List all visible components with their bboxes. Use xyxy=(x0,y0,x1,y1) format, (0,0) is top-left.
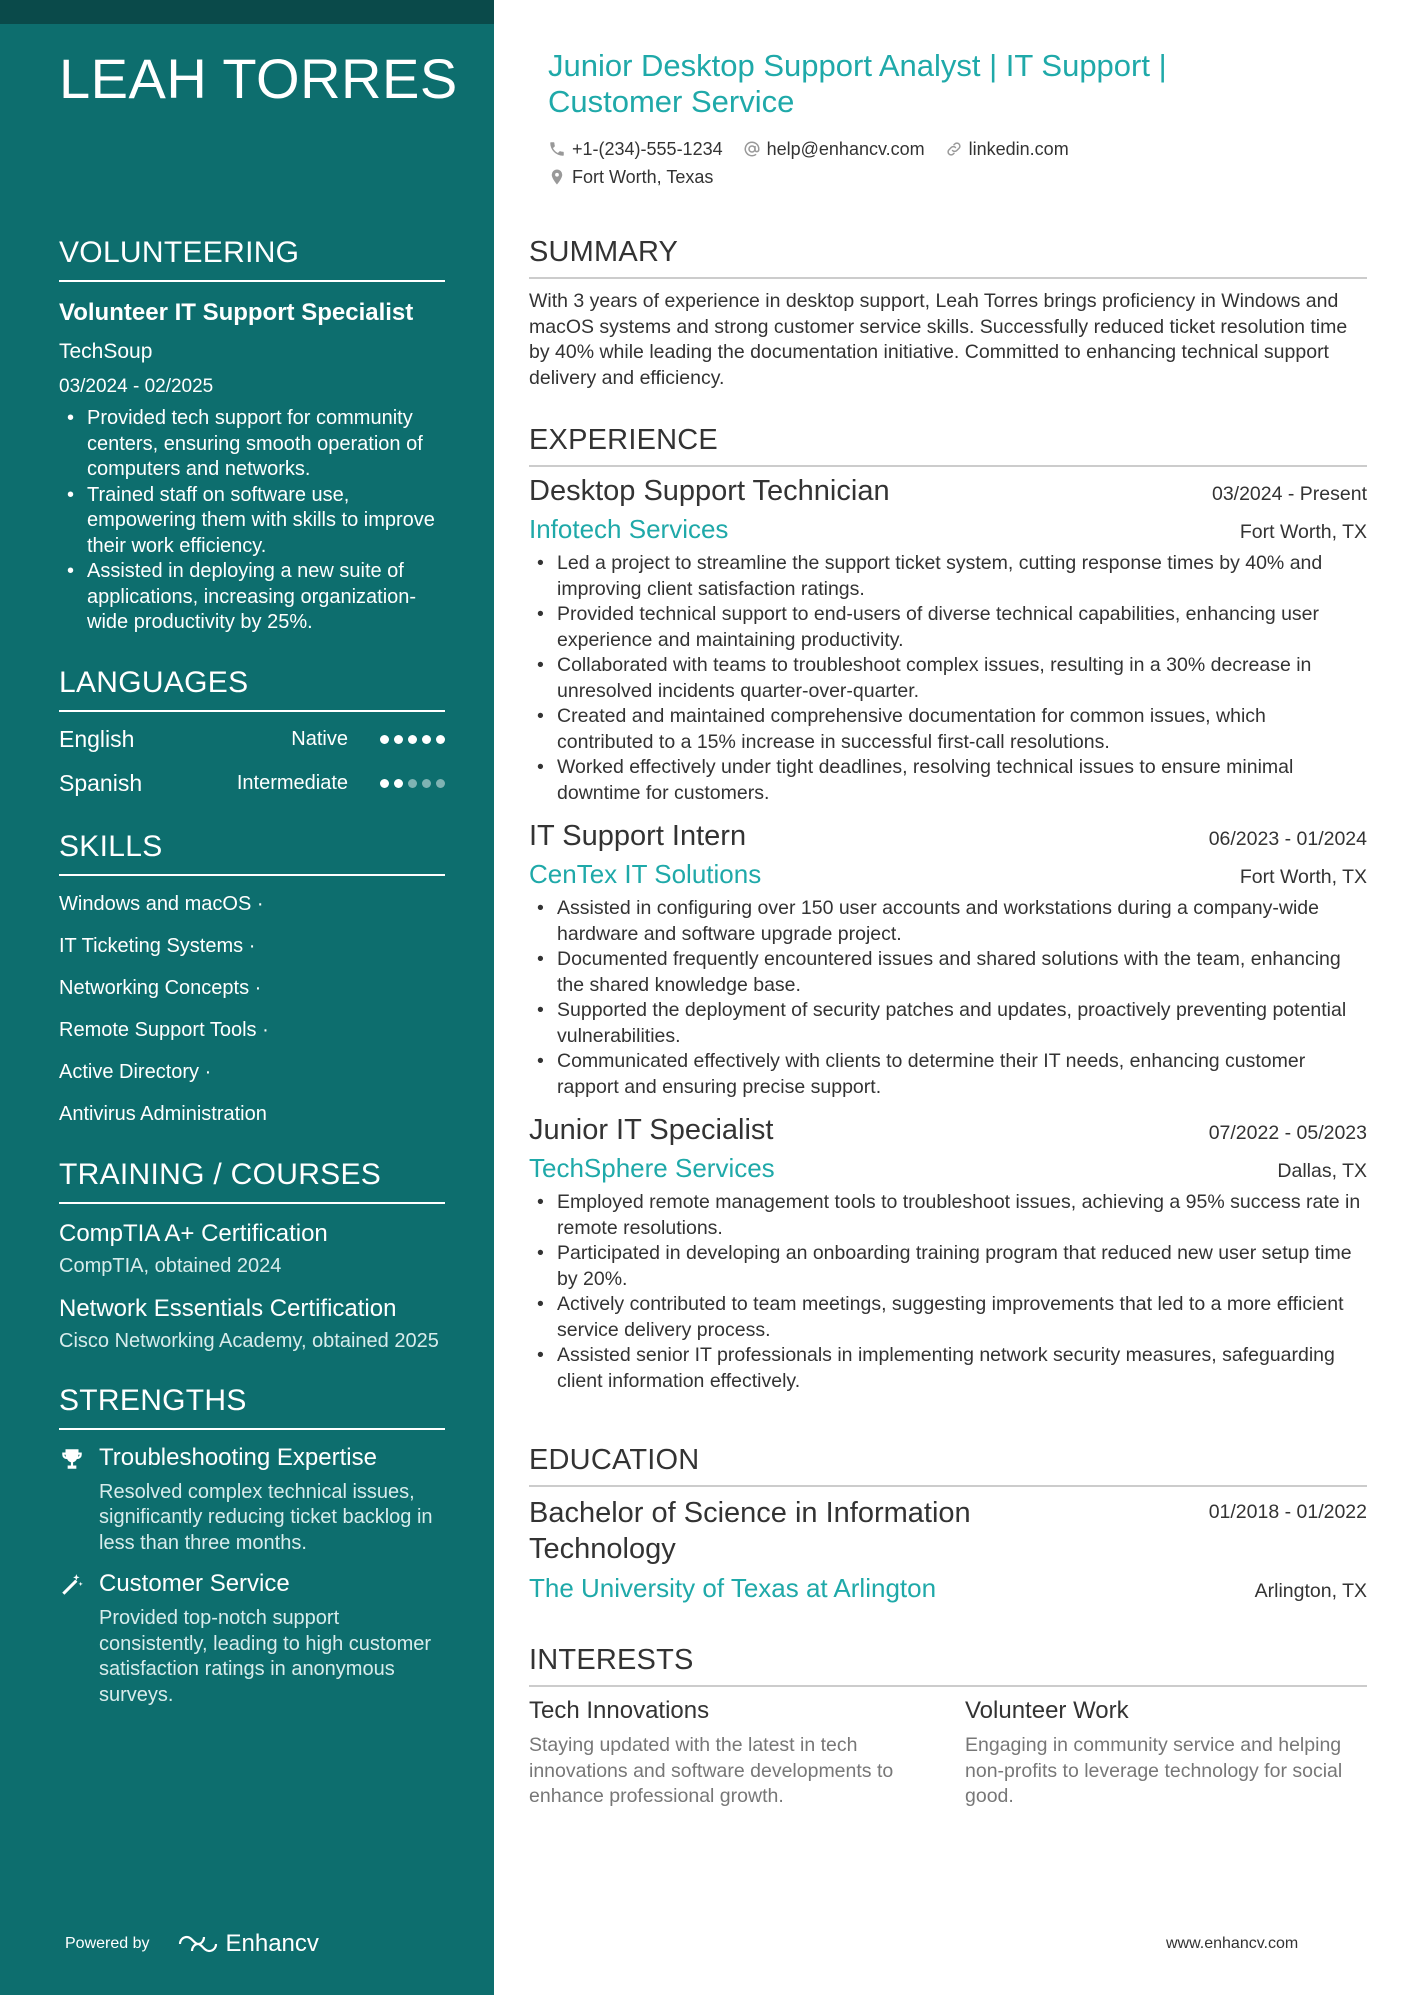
job-bullet: • Assisted in configuring over 150 user accounts and workstations during a company-wide hardware and software upgrade project. xyxy=(529,896,1367,947)
at-icon xyxy=(743,140,761,158)
link-icon xyxy=(945,140,963,158)
rating-dot xyxy=(408,735,417,744)
training-title: TRAINING / COURSES xyxy=(59,1158,445,1204)
experience-title: EXPERIENCE xyxy=(529,424,1367,467)
job-bullet: • Supported the deployment of security patches and updates, proactively preventing potential vulnerabilities. xyxy=(529,998,1367,1049)
enhancv-logo[interactable] xyxy=(176,1930,319,1958)
strength-item xyxy=(59,1444,445,1557)
powered-by-label: Powered by xyxy=(65,1935,150,1952)
sidebar-content xyxy=(59,236,445,1738)
interest-title: Volunteer Work xyxy=(965,1697,1129,1724)
job-bullet: • Created and maintained comprehensive documentation for common issues, which contributed to a 15% increase in successful first-call resolutions. xyxy=(529,704,1367,755)
rating-dot xyxy=(422,735,431,744)
language-row xyxy=(59,724,445,756)
language-row xyxy=(59,768,445,800)
degree-title: Bachelor of Science in Information Technology xyxy=(529,1497,971,1565)
volunteer-bullets xyxy=(59,406,445,636)
strength-description: Provided top-notch support consistently, leading to high customer satisfaction ratings in anonymous surveys. xyxy=(99,1607,432,1706)
job-bullet: • Participated in developing an onboarding training program that reduced new user setup time by 20%. xyxy=(529,1241,1367,1292)
job-title: IT Support Intern xyxy=(529,820,747,852)
volunteer-bullet: • Provided tech support for community centers, ensuring smooth operation of computers and networks. xyxy=(59,406,445,483)
skill-item: Antivirus Administration xyxy=(59,1102,267,1125)
job-headline: Junior Desktop Support Analyst | IT Support | Customer Service xyxy=(548,48,1167,119)
location-pin-icon xyxy=(548,168,566,186)
rating-dot xyxy=(380,735,389,744)
education-dates: 01/2018 - 01/2022 xyxy=(1208,1501,1367,1523)
language-name: English xyxy=(59,726,135,752)
interest-description: Engaging in community service and helping non-profits to leverage technology for social good. xyxy=(965,1734,1343,1807)
job-bullet: • Employed remote management tools to troubleshoot issues, achieving a 95% success rate in remote resolutions. xyxy=(529,1190,1367,1241)
job-company: TechSphere Services xyxy=(529,1153,775,1183)
skills-section xyxy=(59,830,445,1128)
experience-section xyxy=(529,424,1367,1394)
strengths-section xyxy=(59,1384,445,1709)
magic-wand-icon xyxy=(59,1572,85,1598)
job-bullet: • Worked effectively under tight deadlines, resolving technical issues to ensure minimal downtime for customers. xyxy=(529,755,1367,806)
volunteering-title: VOLUNTEERING xyxy=(59,236,445,282)
email-text: help@enhancv.com xyxy=(766,138,925,159)
skill-item: IT Ticketing Systems · xyxy=(59,934,256,957)
languages-section xyxy=(59,666,445,800)
skill-item: Active Directory · xyxy=(59,1060,212,1083)
school-location: Arlington, TX xyxy=(1254,1580,1367,1602)
summary-title: SUMMARY xyxy=(529,236,1367,279)
course-title: CompTIA A+ Certification xyxy=(59,1219,328,1247)
education-title: EDUCATION xyxy=(529,1444,1367,1487)
footer-url[interactable]: www.enhancv.com xyxy=(1166,1935,1299,1952)
rating-dot xyxy=(422,779,431,788)
rating-dot xyxy=(394,735,403,744)
volunteer-org: TechSoup xyxy=(59,340,153,363)
job-bullet: • Assisted senior IT professionals in implementing network security measures, safeguarding client information effectively. xyxy=(529,1343,1367,1394)
skills-title: SKILLS xyxy=(59,830,445,876)
course-title: Network Essentials Certification xyxy=(59,1294,397,1322)
strength-title: Customer Service xyxy=(99,1570,290,1597)
interest-description: Staying updated with the latest in tech innovations and software developments to enhance professional growth. xyxy=(529,1734,894,1807)
job-title: Junior IT Specialist xyxy=(529,1114,774,1146)
job-entry xyxy=(529,475,1367,806)
education-entry xyxy=(529,1495,1367,1604)
interests-section xyxy=(529,1644,1367,1810)
job-title: Desktop Support Technician xyxy=(529,475,890,507)
rating-dot xyxy=(408,779,417,788)
contact-email[interactable] xyxy=(743,139,925,160)
language-level: Intermediate xyxy=(236,772,348,794)
job-dates: 03/2024 - Present xyxy=(1211,483,1367,505)
volunteer-role: Volunteer IT Support Specialist xyxy=(59,299,414,326)
job-entry xyxy=(529,1114,1367,1394)
contact-linkedin[interactable] xyxy=(945,139,1069,160)
job-dates: 07/2022 - 05/2023 xyxy=(1208,1122,1367,1144)
strength-description: Resolved complex technical issues, significantly reducing ticket backlog in less than three months. xyxy=(99,1480,433,1554)
job-company: Infotech Services xyxy=(529,514,729,544)
education-section xyxy=(529,1444,1367,1604)
language-rating xyxy=(380,735,445,744)
candidate-name: LEAH TORRES xyxy=(59,47,458,110)
contact-phone[interactable] xyxy=(548,139,723,160)
job-location: Fort Worth, TX xyxy=(1239,521,1367,543)
enhancv-logo-icon xyxy=(176,1933,220,1955)
job-bullets xyxy=(529,896,1367,1100)
job-company: CenTex IT Solutions xyxy=(529,859,762,889)
job-bullet: • Communicated effectively with clients to determine their IT needs, enhancing customer rapport and ensuring precise support. xyxy=(529,1049,1367,1100)
contact-info xyxy=(548,136,1248,192)
volunteer-dates: 03/2024 - 02/2025 xyxy=(59,376,214,397)
linkedin-text: linkedin.com xyxy=(968,138,1069,159)
job-location: Dallas, TX xyxy=(1277,1160,1367,1182)
languages-title: LANGUAGES xyxy=(59,666,445,712)
rating-dot xyxy=(436,779,445,788)
job-bullets xyxy=(529,1190,1367,1394)
interest-item xyxy=(965,1697,1365,1810)
job-bullet: • Provided technical support to end-users of diverse technical capabilities, enhancing user experience and maintaining productivity. xyxy=(529,602,1367,653)
job-bullet: • Actively contributed to team meetings, suggesting improvements that led to a more efficient service delivery process. xyxy=(529,1292,1367,1343)
phone-icon xyxy=(548,140,566,158)
summary-text: With 3 years of experience in desktop support, Leah Torres brings proficiency in Windows and macOS systems and strong customer service skills. Successfully reduced ticket resolution time by 40% while leading the documentation initiative. Committed to enhancing technical support delivery and efficiency. xyxy=(529,290,1348,389)
job-bullet: • Led a project to streamline the support ticket system, cutting response times by 40% and improving client satisfaction ratings. xyxy=(529,551,1367,602)
strength-title: Troubleshooting Expertise xyxy=(99,1443,377,1471)
skill-item: Remote Support Tools · xyxy=(59,1018,269,1041)
rating-dot xyxy=(436,735,445,744)
summary-section xyxy=(529,236,1367,391)
rating-dot xyxy=(394,779,403,788)
strength-item xyxy=(59,1570,445,1708)
interest-item xyxy=(529,1697,929,1810)
enhancv-logo-text: Enhancv xyxy=(225,1930,319,1957)
sidebar xyxy=(0,0,494,1995)
volunteer-bullet: • Assisted in deploying a new suite of applications, increasing organization-wide productivity by 25%. xyxy=(59,559,445,636)
volunteering-section xyxy=(59,236,445,636)
volunteer-bullet: • Trained staff on software use, empowering them with skills to improve their work efficiency. xyxy=(59,483,445,560)
powered-by xyxy=(65,1930,319,1958)
interests-grid xyxy=(529,1697,1367,1810)
school-name: The University of Texas at Arlington xyxy=(529,1573,937,1603)
contact-location xyxy=(548,167,713,188)
contact-row xyxy=(548,136,1248,162)
skill-item: Windows and macOS · xyxy=(59,892,264,915)
job-bullet: • Documented frequently encountered issues and shared solutions with the team, enhancing the shared knowledge base. xyxy=(529,947,1367,998)
language-name: Spanish xyxy=(59,770,143,796)
sidebar-top-bar xyxy=(0,0,494,24)
skill-item: Networking Concepts · xyxy=(59,976,262,999)
job-bullets xyxy=(529,551,1367,806)
course-provider: CompTIA, obtained 2024 xyxy=(59,1254,282,1277)
interest-title: Tech Innovations xyxy=(529,1697,710,1724)
language-level: Native xyxy=(291,728,348,750)
contact-row xyxy=(548,164,1248,190)
location-text: Fort Worth, Texas xyxy=(572,166,714,187)
phone-text: +1-(234)-555-1234 xyxy=(572,138,723,159)
rating-dot xyxy=(380,779,389,788)
training-section xyxy=(59,1158,445,1354)
language-rating xyxy=(380,779,445,788)
job-location: Fort Worth, TX xyxy=(1239,866,1367,888)
job-bullet: • Collaborated with teams to troubleshoot complex issues, resulting in a 30% decrease in unresolved incidents quarter-over-quarter. xyxy=(529,653,1367,704)
interests-title: INTERESTS xyxy=(529,1644,1367,1687)
course-provider: Cisco Networking Academy, obtained 2025 xyxy=(59,1329,439,1352)
job-dates: 06/2023 - 01/2024 xyxy=(1208,828,1367,850)
trophy-icon xyxy=(59,1446,85,1472)
job-entry xyxy=(529,820,1367,1100)
strengths-title: STRENGTHS xyxy=(59,1384,445,1430)
